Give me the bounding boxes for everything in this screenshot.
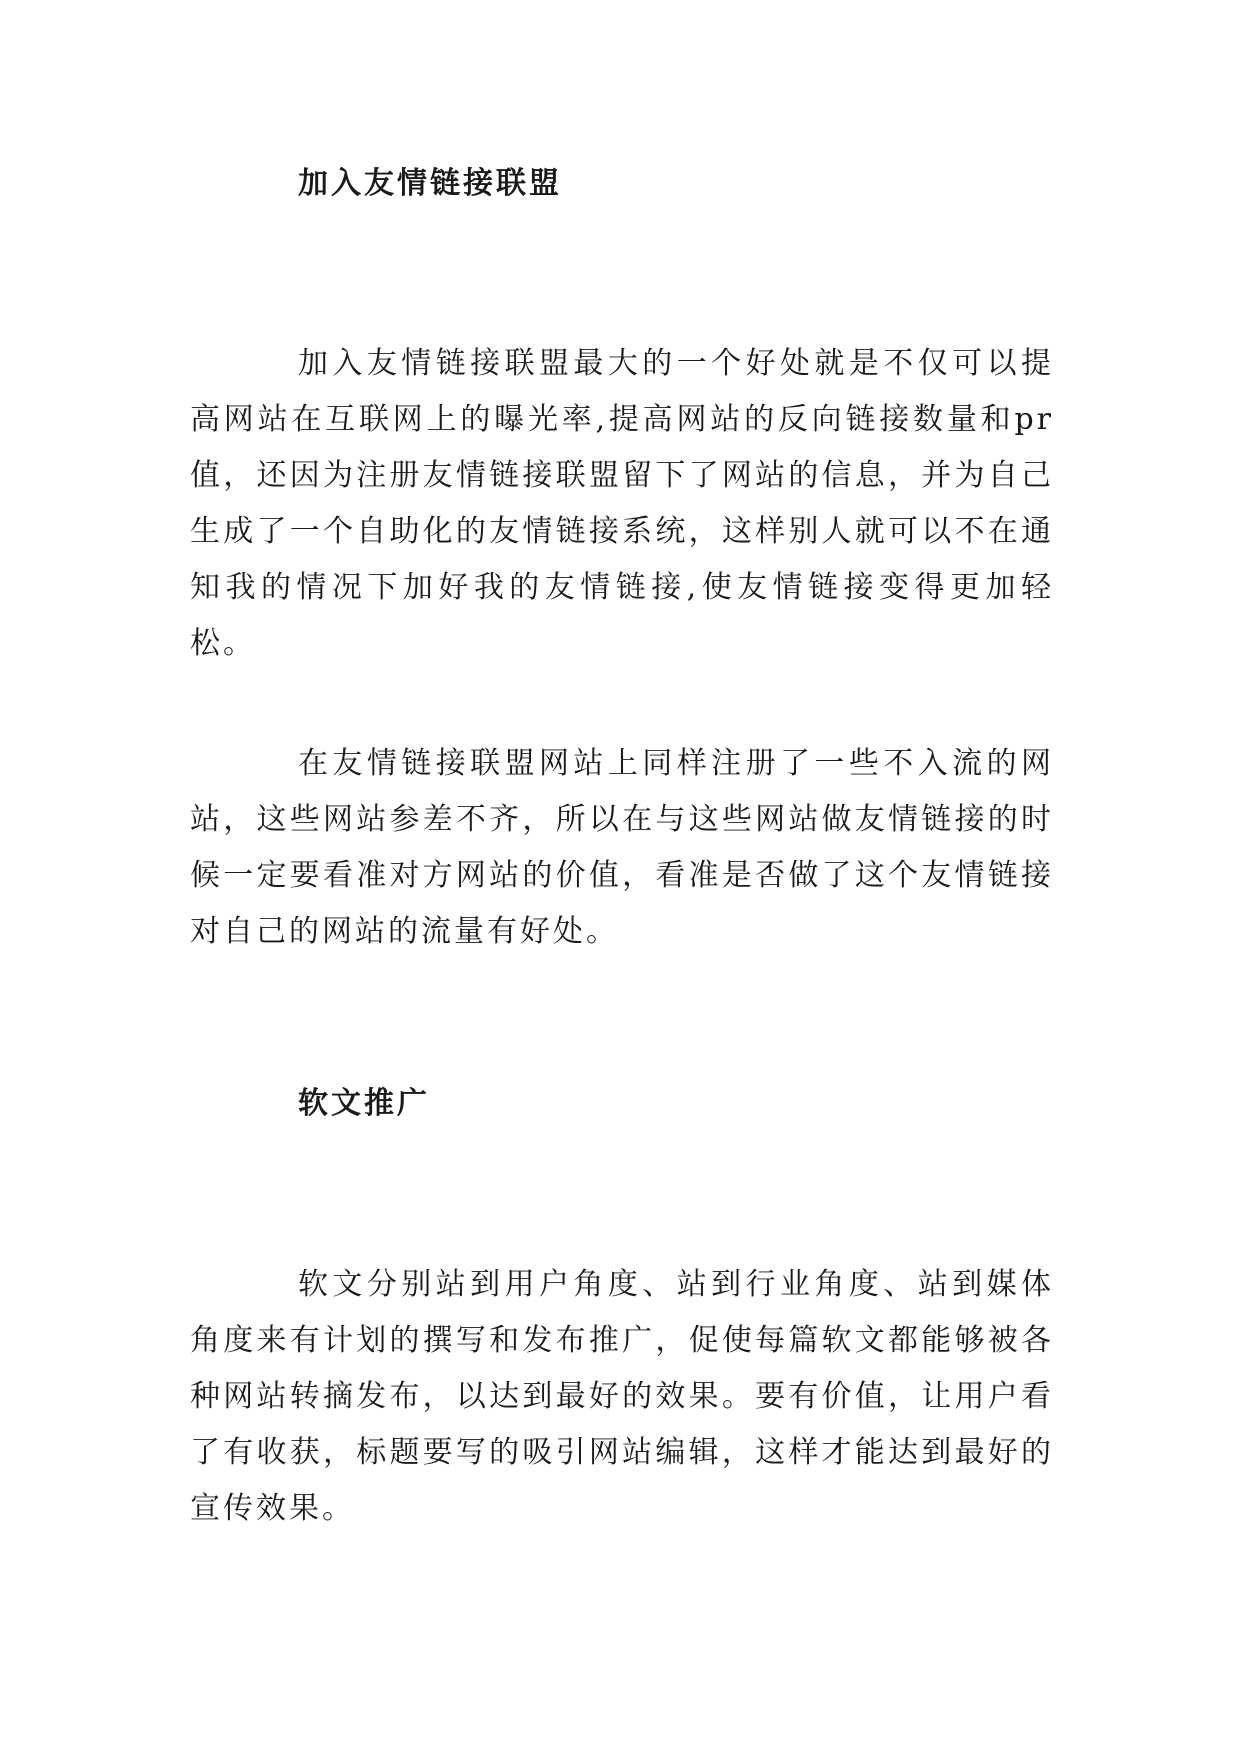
section-heading-soft-article: 软文推广 [298,1086,430,1121]
paragraph-friend-links-benefits: 加入友情链接联盟最大的一个好处就是不仅可以提高网站在互联网上的曝光率,提高网站的反向链接数量和pr值，还因为注册友情链接联盟留下了网站的信息，并为自己生成了一个自助化的友情链接系统，这样别人就可以不在通知我的情况下加好我的友情链接,使友情链接变得更加轻松。 [190,346,1054,661]
paragraph-friend-links-caution: 在友情链接联盟网站上同样注册了一些不入流的网站，这些网站参差不齐，所以在与这些网站做友情链接的时候一定要看准对方网站的价值，看准是否做了这个友情链接对自己的网站的流量有好处。 [190,746,1054,949]
paragraph-soft-article-promotion: 软文分别站到用户角度、站到行业角度、站到媒体角度来有计划的撰写和发布推广，促使每篇软文都能够被各种网站转摘发布，以达到最好的效果。要有价值，让用户看了有收获，标题要写的吸引网站编辑，这样才能达到最好的宣传效果。 [190,1267,1054,1526]
section-heading-friend-links: 加入友情链接联盟 [298,166,562,201]
